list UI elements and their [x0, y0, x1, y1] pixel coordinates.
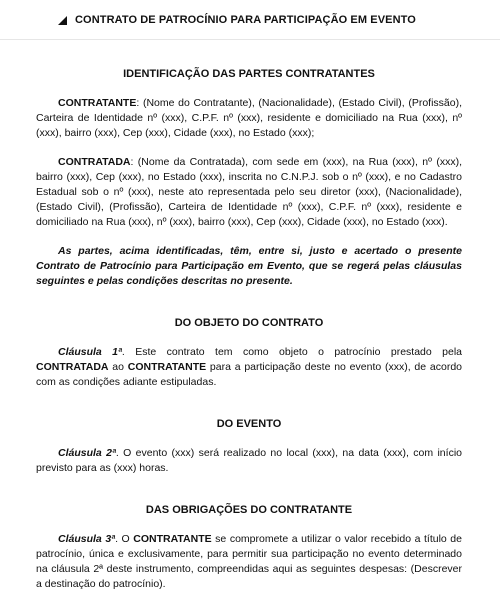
paragraph-contratante [36, 96, 462, 141]
heading-obrigacoes: DAS OBRIGAÇÕES DO CONTRATANTE [145, 504, 353, 516]
heading-identificacao: IDENTIFICAÇÃO DAS PARTES CONTRATANTES [123, 68, 375, 80]
text-clausula-1b: ao [108, 361, 128, 373]
paragraph-clausula-1 [36, 345, 462, 390]
heading-objeto: DO OBJETO DO CONTRATO [174, 317, 324, 329]
document-body [36, 60, 462, 592]
text-clausula-3a: . O [115, 533, 134, 545]
label-clausula-3: Cláusula 3ª [58, 533, 116, 545]
text-clausula-2: . O evento (xxx) será realizado no local (xxx), na data (xxx), com início previsto para as (xxx) horas. [36, 447, 462, 474]
triangle-icon [58, 16, 67, 25]
label-clausula-2: Cláusula 2ª [58, 447, 116, 459]
text-clausula-1c: para a participação deste no evento (xxx), de acordo com as condições adiante estipuladas. [36, 361, 462, 388]
bold-contratada: CONTRATADA [36, 361, 109, 373]
text-clausula-1a: . Este contrato tem como objeto o patrocínio prestado pela [121, 346, 462, 358]
text-clausula-3b: se compromete a utilizar o valor recebido a título de patrocínio, única e exclusivamente, para permitir sua participação no evento determinado na cláusula 2ª deste instrumento, compreendidas aqui as seguintes despesas: (Descrever a destinação do patrocínio). [36, 533, 462, 590]
paragraph-intro: As partes, acima identificadas, têm, entre si, justo e acertado o presente Contrato de Patrocínio para Participação em Evento, que se regerá pelas cláusulas seguintes e pelas condições descritas no presente. [36, 245, 462, 287]
paragraph-clausula-3 [36, 532, 462, 592]
label-contratada: CONTRATADA [58, 156, 131, 168]
heading-evento: DO EVENTO [216, 418, 282, 430]
text-contratada: : (Nome da Contratada), com sede em (xxx), na Rua (xxx), nº (xxx), bairro (xxx), Cep (xxx), no Estado (xxx), inscrita no C.N.P.J. sob o nº (xxx), e no Cadastro Estadual sob o nº (xxx), neste ato representada pelo seu diretor (xxx), (Nacionalidade), (Estado Civil), (Profissão), Carteira de Identidade nº (xxx), C.P.F. nº (xxx), residente e domiciliado na Rua (xxx), nº (xxx), bairro (xxx), Cep (xxx), Cidade (xxx), no Estado (xxx). [36, 156, 462, 228]
label-contratante: CONTRATANTE [58, 97, 137, 109]
document-title: CONTRATO DE PATROCÍNIO PARA PARTICIPAÇÃO EM EVENTO [75, 14, 416, 26]
paragraph-clausula-2 [36, 446, 462, 476]
label-clausula-1: Cláusula 1ª [58, 346, 122, 358]
document-header [0, 0, 500, 40]
text-contratante: : (Nome do Contratante), (Nacionalidade), (Estado Civil), (Profissão), Carteira de Identidade nº (xxx), C.P.F. nº (xxx), residente e domiciliado na Rua (xxx), nº (xxx), bairro (xxx), Cep (xxx), Cidade (xxx), no Estado (xxx); [36, 97, 462, 139]
bold-contratante-3: CONTRATANTE [133, 533, 212, 545]
bold-contratante: CONTRATANTE [127, 361, 207, 373]
paragraph-contratada [36, 155, 462, 230]
